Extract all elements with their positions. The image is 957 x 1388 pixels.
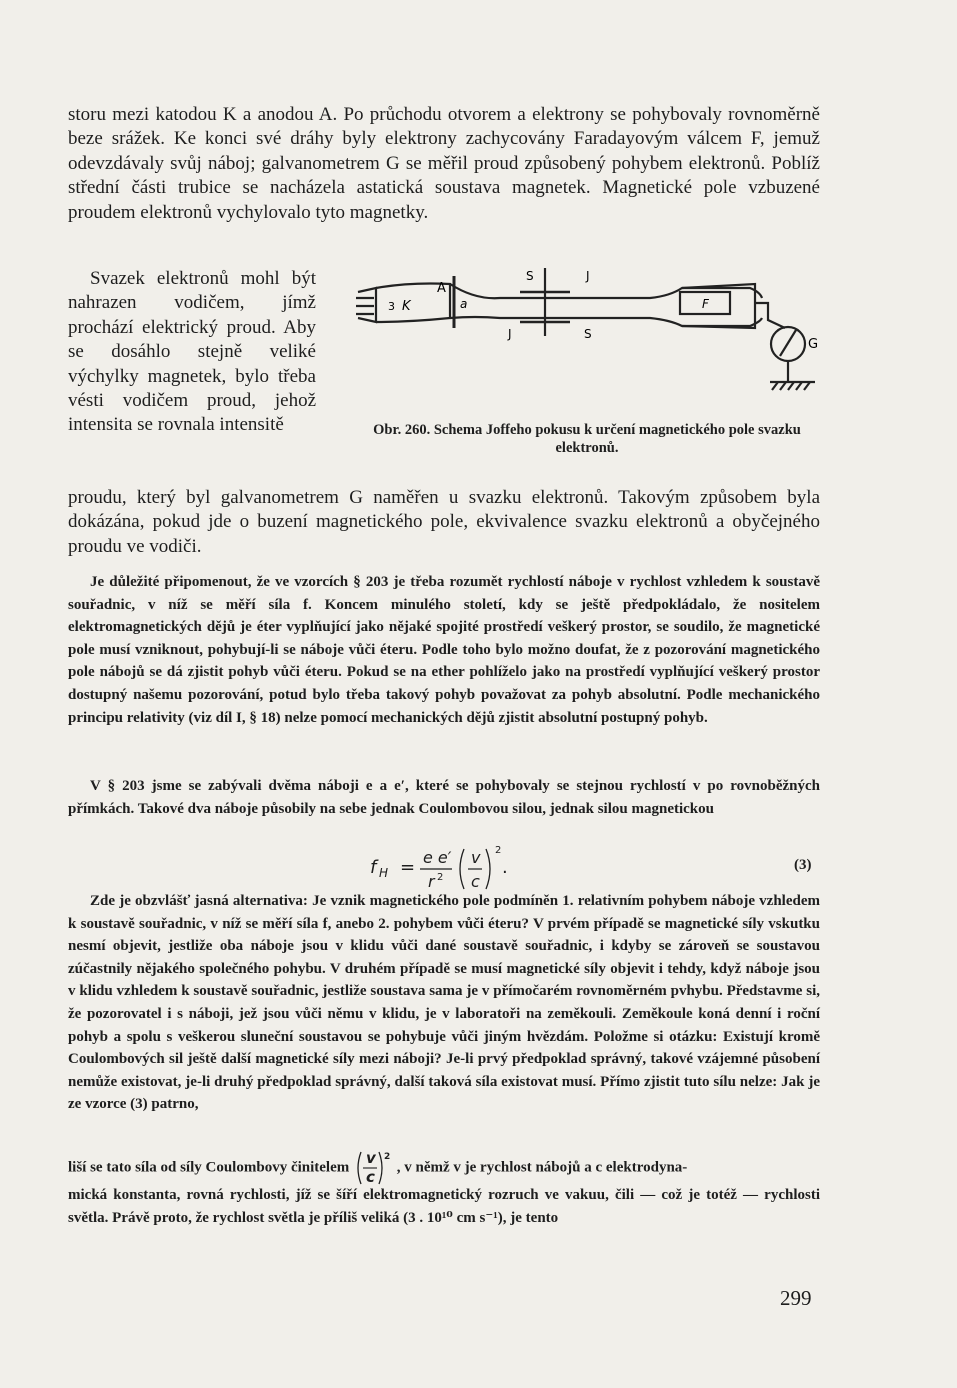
paragraph-alternative: Zde je obzvlášť jasná alternativa: Je vznik magnetického pole podmíněn 1. relativním pohybem náboje vzhledem k soustavě souřadnic, v níž se měří síla f, anebo 2. pohybem vůči éteru? V prvém případě se magnetické síly vskutku nesmí objevit, jestliže oba náboje jsou v klidu vůči dané soustavě souřadnic, i kdyby se zároveň se soustavou zúčastnily nějakého společného pohybu. V druhém případě se musí magnetické síly objevit i tehdy, když náboje jsou v klidu vzhledem k soustavě souřadnic, jestliže soustava sama je v přímočarém rovnoměrném pvhybu. Představme si, že pozorovatel i s náboji, jež jsou vůči němu v klidu, je v laboratoři na zeměkouli. Zeměkoule koná denní i roční pohyb a spolu s veškerou sluneční soustavou se pohybuje vůči jiným hvězdám. Položme si otázku: Existují kromě Coulombových sil ještě další magnetické síly mezi náboji? Je-li prvý předpoklad správný, takové vzájemné působení nemůže existovat, je-li druhý předpoklad správný, další taková síla existovat musí. Přímo zjistit tuto sílu nelze: Jak je ze vzorce (3) patrno,	[68, 893, 820, 1113]
paragraph-two-charges: V § 203 jsme se zabývali dvěma náboji e a e′, které se pohybovaly se stejnou rychlostí v po rovnoběžných přímkách. Takové dva náboje působily na sebe jednak Coulombovou silou, jednak silou magnetickou	[68, 778, 820, 817]
factor-v-over-c	[353, 1150, 393, 1186]
factor-num: v	[366, 1150, 376, 1167]
formula-lhs: f	[370, 857, 377, 878]
label-a: a	[460, 297, 468, 311]
label-S-top: S	[526, 269, 534, 283]
factor-line-start: liší se tato síla od síly Coulombovy činitelem	[68, 1159, 350, 1176]
paragraph-ether-motion: Je důležité připomenout, že ve vzorcích § 203 je třeba rozumět rychlostí náboje v rychlost vzhledem k soustavě souřadnic, v níž se měří síla f. Koncem minulého století, kdy se ještě předpokládalo, že nositelem elektromagnetických dějů je éter vyplňující jako nějaké spojité prostředí veškerý prostor, se soudilo, že magnetické pole musí vzniknout, pohybují-li se náboje vůči éteru. Podle toho bylo možno doufat, že z pozorování magnetického pole nábojů se dá zjistit pohyb vůči éteru. Pokud se na ether pohlíželo jako na prostředí vyplňující veškerý prostor dostupný našemu pozorování, potud bylo třeba takový pohyb považovat za pohyb absolutní. Podle mechanického principu relativity (viz díl I, § 18) nelze pomocí mechanických dějů zjistit absolutní postupný pohyb.	[68, 574, 820, 726]
paragraph-wire-equivalence: Svazek elektronů mohl být nahrazen vodičem, jímž prochází elektrický proud. Aby se dosáhlo stejně veliké výchylky magnetek, bylo třeba vésti vodičem proud, jehož intensita se rovnala intensitě	[68, 268, 316, 436]
formula-frac-den: c	[471, 872, 480, 891]
formula-den-exp: 2	[437, 872, 444, 883]
label-K: K	[402, 299, 411, 314]
formula-exp: 2	[495, 845, 502, 856]
label-3: 3	[388, 300, 395, 313]
formula-num: e e′	[423, 848, 452, 867]
paragraph-factor-line	[68, 1150, 820, 1186]
label-J-bottom: J	[508, 327, 512, 341]
figure-caption	[352, 421, 822, 457]
joffe-apparatus-diagram	[350, 258, 830, 413]
formula-frac-num: v	[471, 848, 481, 867]
label-A: A	[437, 281, 446, 296]
factor-den: c	[366, 1168, 375, 1186]
factor-exp: 2	[384, 1152, 391, 1162]
label-S-bottom: S	[584, 327, 592, 341]
paragraph-speed-of-light: mická konstanta, rovná rychlosti, jíž se šíří elektromagnetický rozruch ve vakuu, čili — což je totéž — rychlosti světla. Právě proto, že rychlost světla je příliš veliká (3 . 10¹⁰ cm s⁻¹), je tento	[68, 1187, 820, 1226]
formula-magnetic-force	[370, 843, 710, 893]
label-J-top: J	[586, 269, 590, 283]
figure-caption-number: Obr. 260.	[373, 422, 431, 438]
factor-line-end: , v němž v je rychlost nábojů a c elektrodyna-	[396, 1159, 688, 1176]
figure-caption-text: Schema Joffeho pokusu k určení magnetického pole svazku elektronů.	[433, 422, 801, 456]
equation-number: (3)	[794, 857, 812, 873]
svg-text:=: =	[400, 857, 416, 878]
label-F: F	[702, 297, 709, 311]
label-G: G	[808, 337, 819, 352]
svg-text:.: .	[502, 857, 508, 878]
formula-lhs-sub: H	[379, 866, 389, 880]
formula-den: r	[428, 872, 435, 891]
paragraph-wire-equivalence-continued: proudu, který byl galvanometrem G naměřen u svazku elektronů. Takovým způsobem byla dokázána, pokud jde o buzení magnetického pole, ekvivalence svazku elektronů a obyčejného proudu ve vodiči.	[68, 487, 820, 557]
paragraph-joffe-apparatus: storu mezi katodou K a anodou A. Po průchodu otvorem a elektrony se pohybovaly rovnoměrně beze srážek. Ke konci své dráhy byly elektrony zachycovány Faradayovým válcem F, jemuž odevzdávaly svůj náboj; galvanometrem G se měřil proud způsobený pohybem elektronů. Poblíž střední části trubice se nacházela astatická soustava magnetek. Magnetické pole vzbuzené proudem elektronů vychylovalo tyto magnetky.	[68, 104, 820, 223]
page-number: 299	[780, 1286, 812, 1310]
